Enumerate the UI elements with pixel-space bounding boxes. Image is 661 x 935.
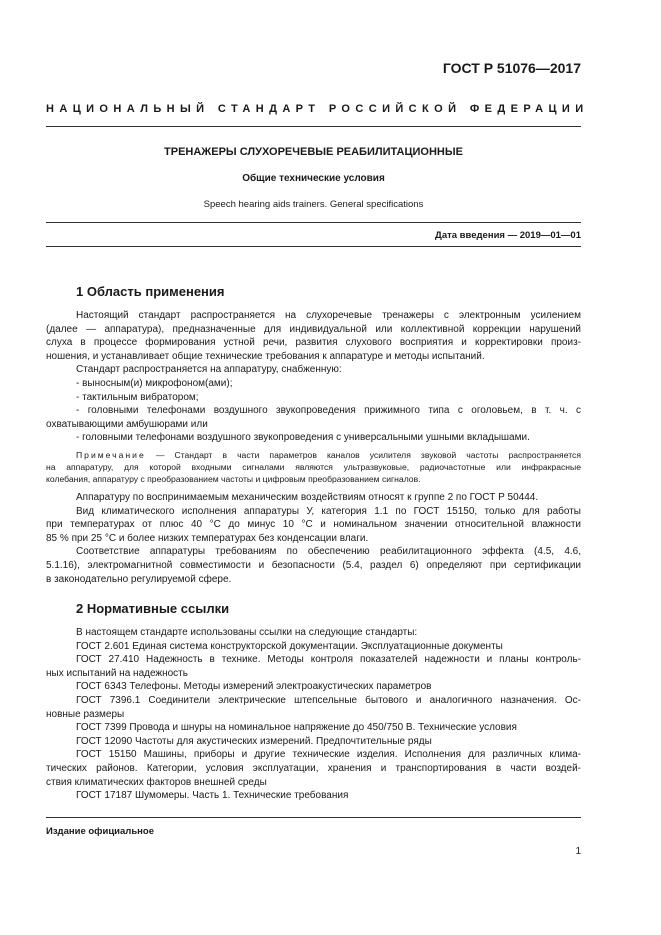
list-item: охватывающими амбушюрами или <box>46 418 208 430</box>
note-text: — Стандарт в части параметров каналов усилителя звуковой частоты распространяется <box>145 449 581 460</box>
introduction-date: Дата введения — 2019—01—01 <box>435 230 581 241</box>
section-2-heading: 2 Нормативные ссылки <box>76 601 230 616</box>
list-item: - головными телефонами воздушного звукопроведения с универсальными ушными вкладышами. <box>76 432 530 444</box>
reference-item: ГОСТ 6343 Телефоны. Методы измерений электроакустических параметров <box>76 681 432 693</box>
section-1-body <box>46 309 581 586</box>
note-block <box>46 449 581 485</box>
paragraph-line: 85 % при 25 °С и более низких температурах без конденсации влаги. <box>46 532 369 544</box>
document-subtitle: Общие технические условия <box>242 173 385 184</box>
note-line: на аппаратуру, для которой входными сигналами являются ультразвуковые, радиочастотные или инфракрасные <box>46 461 581 472</box>
header-divider <box>46 126 581 127</box>
list-item: - выносным(и) микрофоном(ами); <box>76 377 233 389</box>
paragraph-line: Стандарт распространяется на аппаратуру, снабженную: <box>76 364 342 376</box>
note-line <box>46 449 581 461</box>
reference-item: ГОСТ 27.410 Надежность в технике. Методы контроля показателей надежности и планы контроль- <box>76 654 581 666</box>
reference-item: ствия климатических факторов внешней среды <box>46 776 267 788</box>
paragraph-line: 5.1.16), электромагнитной совместимости и безопасности (5.4, раздел 6) определяют при сертификации <box>46 559 581 571</box>
reference-item: новные размеры <box>46 708 125 720</box>
edition-label: Издание официальное <box>46 826 154 837</box>
document-code: ГОСТ Р 51076—2017 <box>442 60 581 76</box>
reference-item: ГОСТ 15150 Машины, приборы и другие технические изделия. Исполнения для различных клима- <box>76 749 581 761</box>
paragraph-line: Аппаратуру по воспринимаемым механическим воздействиям относят к группе 2 по ГОСТ Р 50444. <box>76 491 539 503</box>
paragraph-line: Настоящий стандарт распространяется на слухоречевые тренажеры с электронным усилением <box>76 310 581 321</box>
reference-item: ГОСТ 2.601 Единая система конструкторской документации. Эксплуатационные документы <box>76 640 503 652</box>
list-item: - головными телефонами воздушного звукопроведения прижимного типа с оголовьем, в т. ч. с <box>76 405 581 417</box>
section-2-body <box>46 626 581 803</box>
note-label: Примечание <box>76 449 146 460</box>
reference-item: тических районов. Категории, условия эксплуатации, хранения и транспортирования в части воздей- <box>46 762 581 774</box>
reference-item: ГОСТ 7396.1 Соединители электрические штепсельные бытового и аналогичного назначения. Ос- <box>76 694 581 706</box>
title-divider <box>46 222 581 223</box>
reference-item: ных испытаний на надежность <box>46 667 188 679</box>
document-title: ТРЕНАЖЕРЫ СЛУХОРЕЧЕВЫЕ РЕАБИЛИТАЦИОННЫЕ <box>164 146 463 158</box>
english-title: Speech hearing aids trainers. General specifications <box>203 199 424 210</box>
note-line: колебания, аппаратуру с преобразованием частоты и цифровым преобразованием сигналов. <box>46 473 421 484</box>
national-standard-heading: НАЦИОНАЛЬНЫЙ СТАНДАРТ РОССИЙСКОЙ ФЕДЕРАЦИИ <box>46 103 589 115</box>
reference-item: ГОСТ 12090 Частоты для акустических измерений. Предпочтительные ряды <box>76 735 432 747</box>
footer-divider <box>46 817 581 818</box>
paragraph-line: (далее — аппаратура), предназначенные для индивидуальной или коллективной коррекции нарушений <box>46 323 581 335</box>
paragraph-line: ношения, и устанавливает общие технические требования к аппаратуре и методы испытаний. <box>46 350 485 362</box>
paragraph-line: В настоящем стандарте использованы ссылки на следующие стандарты: <box>76 627 418 638</box>
reference-item: ГОСТ 17187 Шумомеры. Часть 1. Технические требования <box>76 790 349 802</box>
paragraph-line: Вид климатического исполнения аппаратуры У, категория 1.1 по ГОСТ 15150, только для работы <box>76 505 581 517</box>
date-divider <box>46 246 581 247</box>
paragraph-line: в законодательно регулируемой сфере. <box>46 573 232 585</box>
paragraph-line: слуха в процессе формирования устной речи, развития слухового восприятия и корректировки произ- <box>46 337 581 349</box>
list-item: - тактильным вибратором; <box>76 391 199 403</box>
page-number: 1 <box>575 846 581 857</box>
paragraph-line: Соответствие аппаратуры требованиям по обеспечению реабилитационного эффекта (4.5, 4.6, <box>76 546 581 558</box>
section-1-heading: 1 Область применения <box>76 284 225 299</box>
reference-item: ГОСТ 7399 Провода и шнуры на номинальное напряжение до 450/750 В. Технические условия <box>76 722 517 734</box>
paragraph-line: при температурах от плюс 40 °С до минус 10 °С и номинальном значении относительной влажности <box>46 519 581 531</box>
